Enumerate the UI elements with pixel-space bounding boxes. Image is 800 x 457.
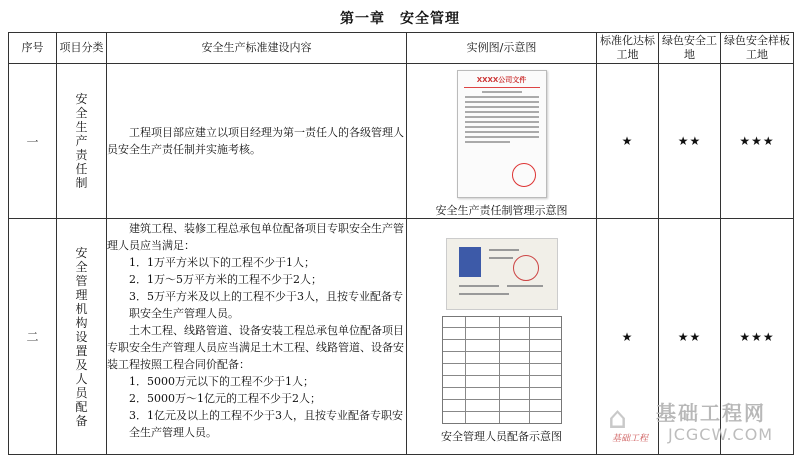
content-line: 2．1万～5万平方米的工程不少于2人； <box>129 273 322 286</box>
content-line: 3．5万平方米及以上的工程不少于3人，且按专业配备专职安全生产管理人员。 <box>129 290 403 320</box>
stars-standard: ★ <box>597 219 659 455</box>
content-line: 1．5000万元以下的工程不少于1人； <box>129 375 314 388</box>
doc-header: XXXX公司文件 <box>476 76 527 84</box>
safety-standard-table <box>8 32 794 455</box>
certificate-card-image <box>446 238 558 310</box>
category-vertical-text: 安 全 管 理 机 构 设 置 及 人 员 配 备 <box>75 245 88 428</box>
content-line: 2．5000万～1亿元的工程不少于2人； <box>129 392 321 405</box>
row-content <box>107 64 407 219</box>
stars-standard: ★ <box>597 64 659 219</box>
table-row <box>9 64 794 219</box>
red-stamp-icon <box>513 255 539 281</box>
document-thumbnail <box>457 70 547 198</box>
watermark-cn: 基础工程网 <box>656 401 766 425</box>
content-line: 3．1亿元及以上的工程不少于3人，且按专业配备专职安全生产管理人员。 <box>129 409 403 439</box>
site-watermark <box>604 395 794 451</box>
example-cell <box>407 64 597 219</box>
id-photo <box>459 247 481 277</box>
row-category <box>57 219 107 455</box>
row-seq: 二 <box>9 219 57 455</box>
example-caption: 安全生产责任制管理示意图 <box>435 204 568 217</box>
header-seq: 序号 <box>9 33 57 64</box>
red-seal-icon <box>512 163 536 187</box>
watermark-sub: 基础工程 <box>612 434 649 444</box>
header-standard: 标准化达标工地 <box>597 33 659 64</box>
row-category <box>57 64 107 219</box>
header-example: 实例图/示意图 <box>407 33 597 64</box>
content-line: 土木工程、线路管道、设备安装工程总承包单位配备项目专职安全生产管理人员应当满足土木工程、线路管道、设备安装工程按照工程合同价配备： <box>107 324 404 371</box>
example-caption: 安全管理人员配备示意图 <box>441 429 562 443</box>
watermark-en: JCGCW.COM <box>668 425 774 444</box>
header-green: 绿色安全工地 <box>659 33 721 64</box>
header-content: 安全生产标准建设内容 <box>107 33 407 64</box>
header-category: 项目分类 <box>57 33 107 64</box>
house-logo-icon: ⌂ <box>608 401 628 436</box>
content-paragraph: 工程项目部应建立以项目经理为第一责任人的各级管理人员安全生产责任制并实施考核。 <box>107 126 404 156</box>
content-line: 建筑工程、装修工程总承包单位配备项目专职安全生产管理人员应当满足： <box>107 222 404 252</box>
stars-green: ★★ <box>659 64 721 219</box>
row-content <box>107 219 407 455</box>
staffing-form-image <box>442 316 562 424</box>
content-line: 1．1万平方米以下的工程不少于1人； <box>129 256 315 269</box>
header-green-model: 绿色安全样板工地 <box>721 33 794 64</box>
stars-green-model: ★★★ <box>721 64 794 219</box>
page-title: 第一章 安全管理 <box>340 11 460 27</box>
stars-green-model: ★★★ <box>721 219 794 455</box>
category-vertical-text: 安 全 生 产 责 任 制 <box>75 92 88 190</box>
table-header-row <box>9 33 794 64</box>
stars-green: ★★ <box>659 219 721 455</box>
row-seq: 一 <box>9 64 57 219</box>
example-cell <box>407 219 597 455</box>
